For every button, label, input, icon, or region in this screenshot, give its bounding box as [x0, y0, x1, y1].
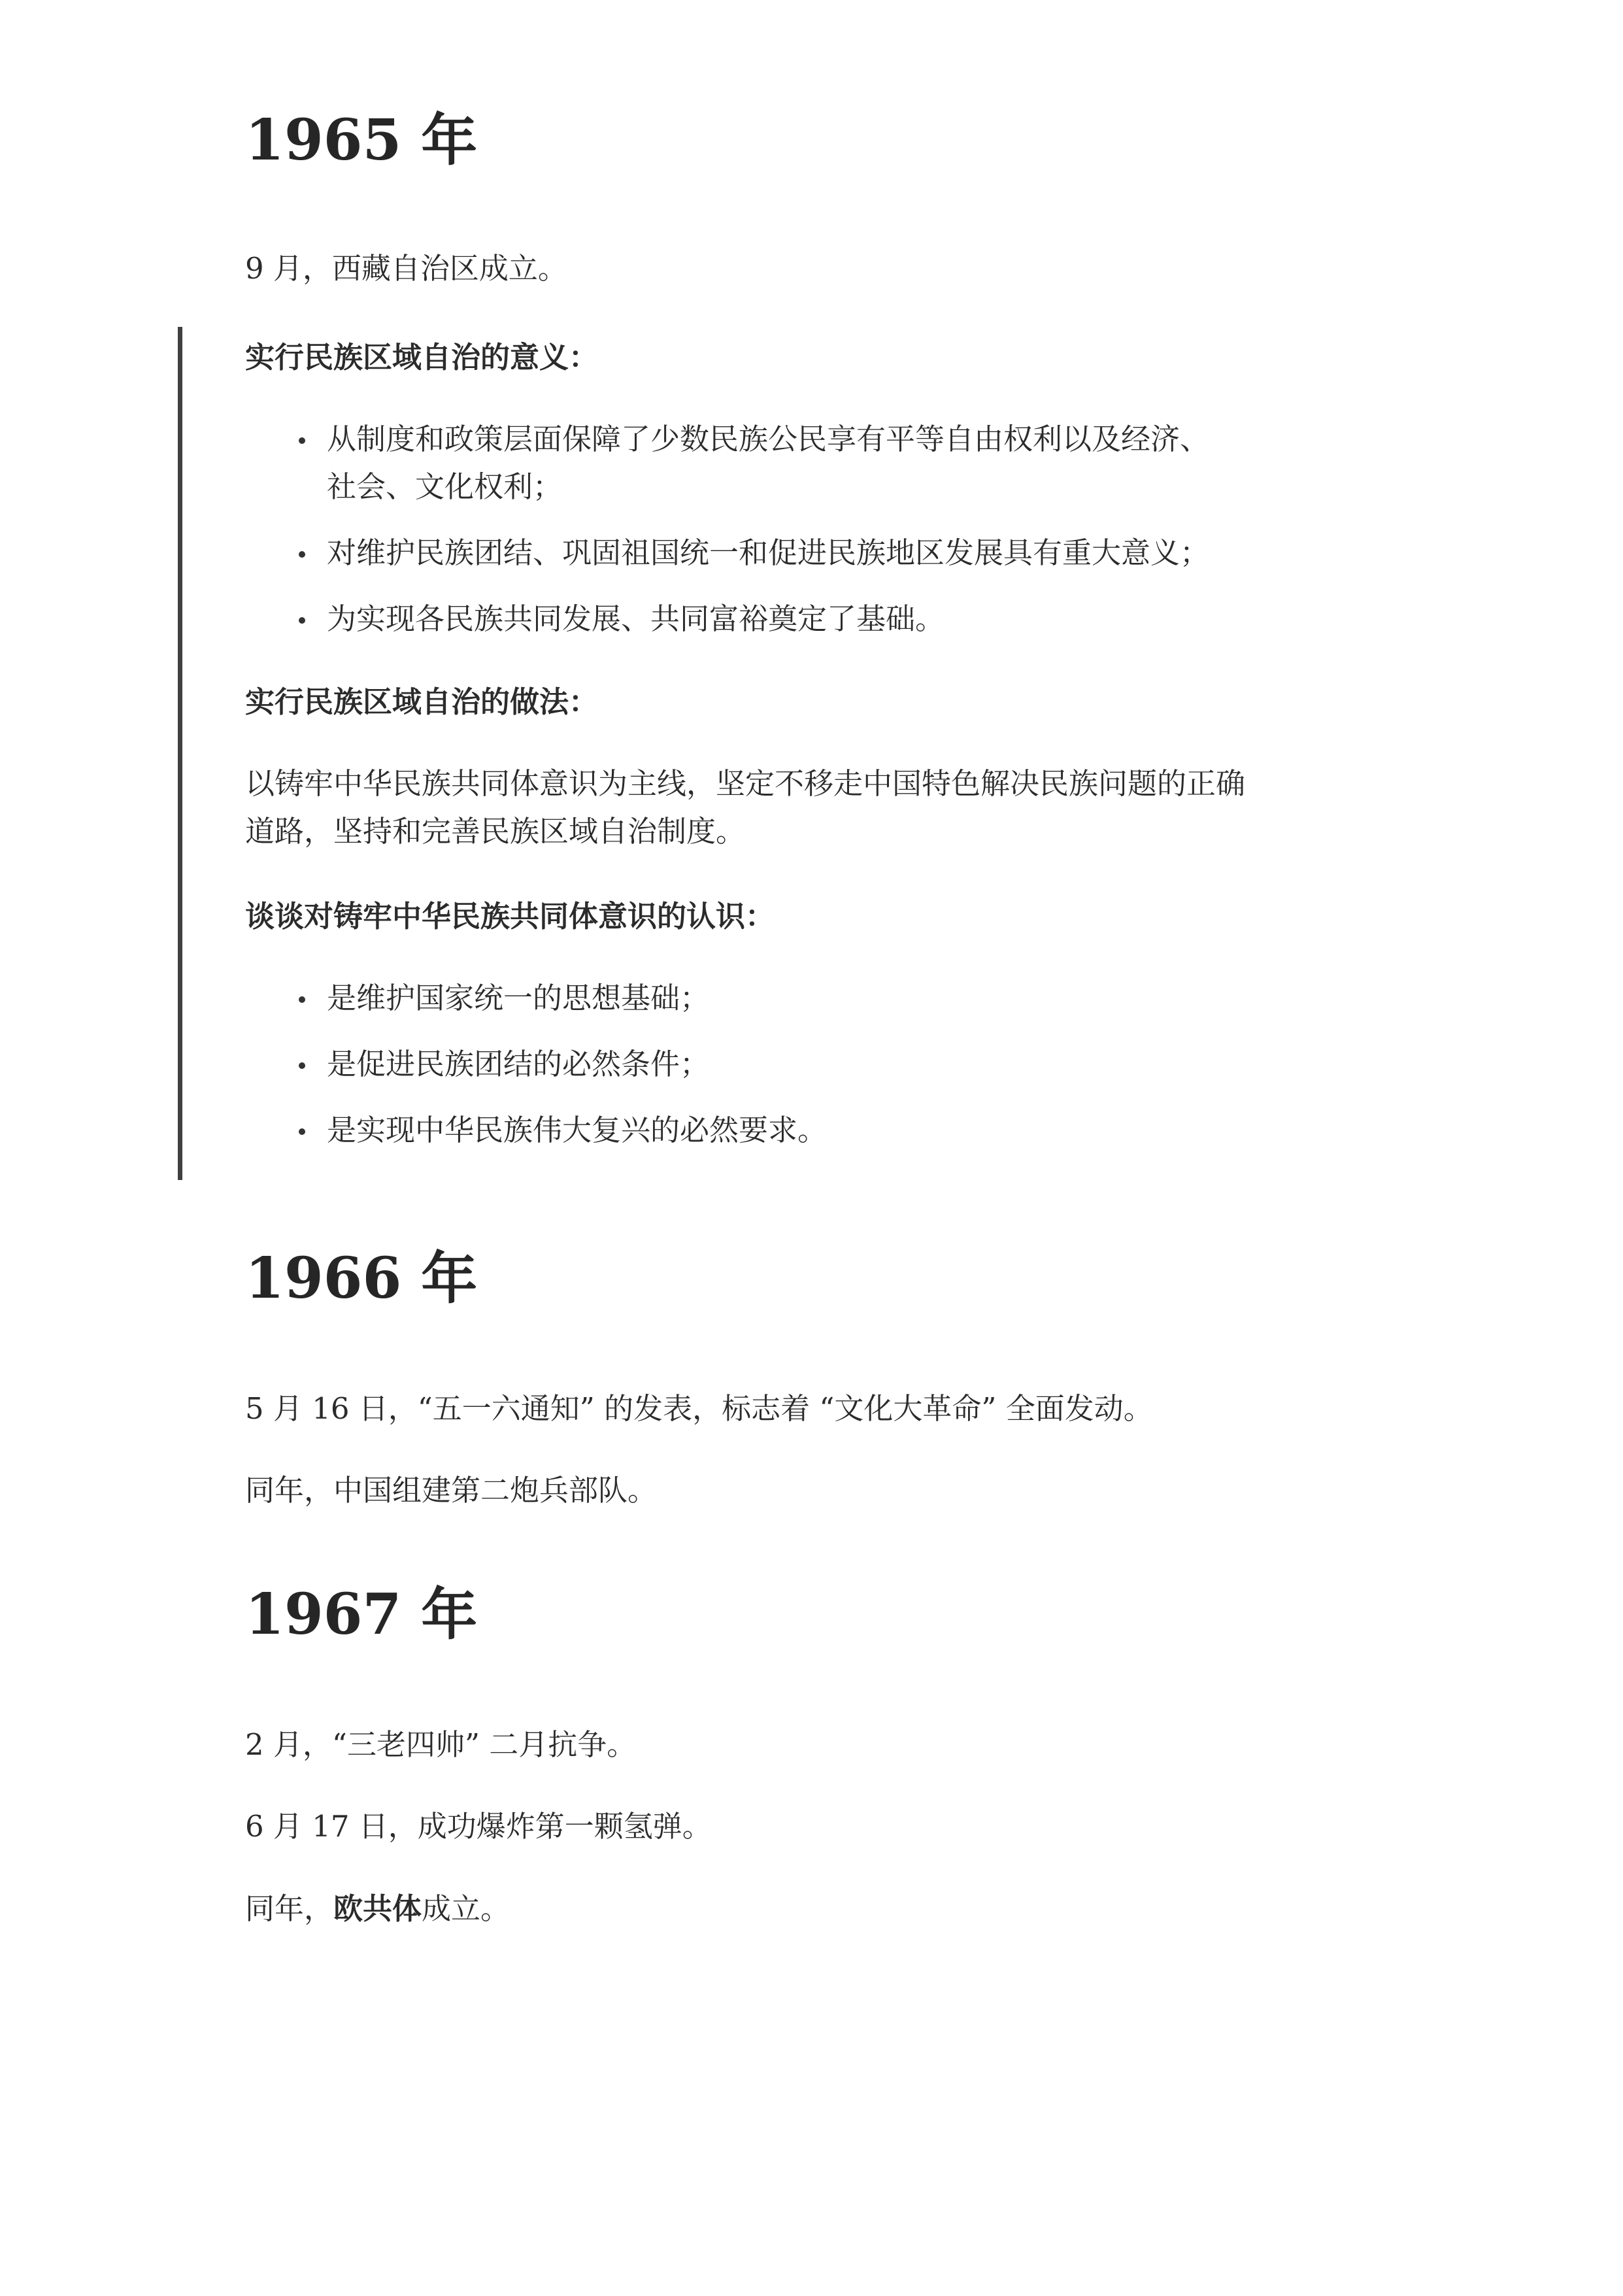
awareness-list: [245, 974, 1396, 1154]
list-item: 从制度和政策层面保障了少数民族公民享有平等自由权利以及经济、 社会、文化权利；: [245, 415, 1396, 511]
significance-list: [245, 415, 1396, 643]
paragraph-1966-notice: 5 月 16 日，“五一六通知” 的发表，标志着 “文化大革命” 全面发动。: [245, 1391, 1153, 1426]
list-item: 是促进民族团结的必然条件；: [245, 1040, 1396, 1088]
significance-heading: 实行民族区域自治的意义：: [245, 340, 599, 375]
method-paragraph: 以铸牢中华民族共同体意识为主线，坚定不移走中国特色解决民族问题的正确 道路，坚持和完善民族区域自治制度。: [245, 766, 1246, 849]
heading-1965: 1965 年: [245, 107, 478, 173]
blockquote-ethnic-autonomy: [178, 327, 1398, 1180]
list-item: 为实现各民族共同发展、共同富裕奠定了基础。: [245, 595, 1396, 643]
awareness-heading: 谈谈对铸牢中华民族共同体意识的认识：: [245, 899, 775, 934]
list-item: 对维护民族团结、巩固祖国统一和促进民族地区发展具有重大意义；: [245, 529, 1396, 577]
paragraph-1965-tibet: 9 月，西藏自治区成立。: [245, 251, 567, 286]
paragraph-1966-second-artillery: 同年，中国组建第二炮兵部队。: [245, 1473, 658, 1508]
list-item: 是维护国家统一的思想基础；: [245, 974, 1396, 1022]
list-item: 是实现中华民族伟大复兴的必然要求。: [245, 1106, 1396, 1154]
heading-1966: 1966 年: [245, 1245, 478, 1311]
paragraph-1967-ec: 同年，欧共体成立。: [245, 1891, 510, 1926]
paragraph-1967-february: 2 月，“三老四帅” 二月抗争。: [245, 1727, 637, 1762]
paragraph-1967-hbomb: 6 月 17 日，成功爆炸第一颗氢弹。: [245, 1809, 712, 1844]
heading-1967: 1967 年: [245, 1581, 478, 1647]
method-heading: 实行民族区域自治的做法：: [245, 684, 599, 719]
